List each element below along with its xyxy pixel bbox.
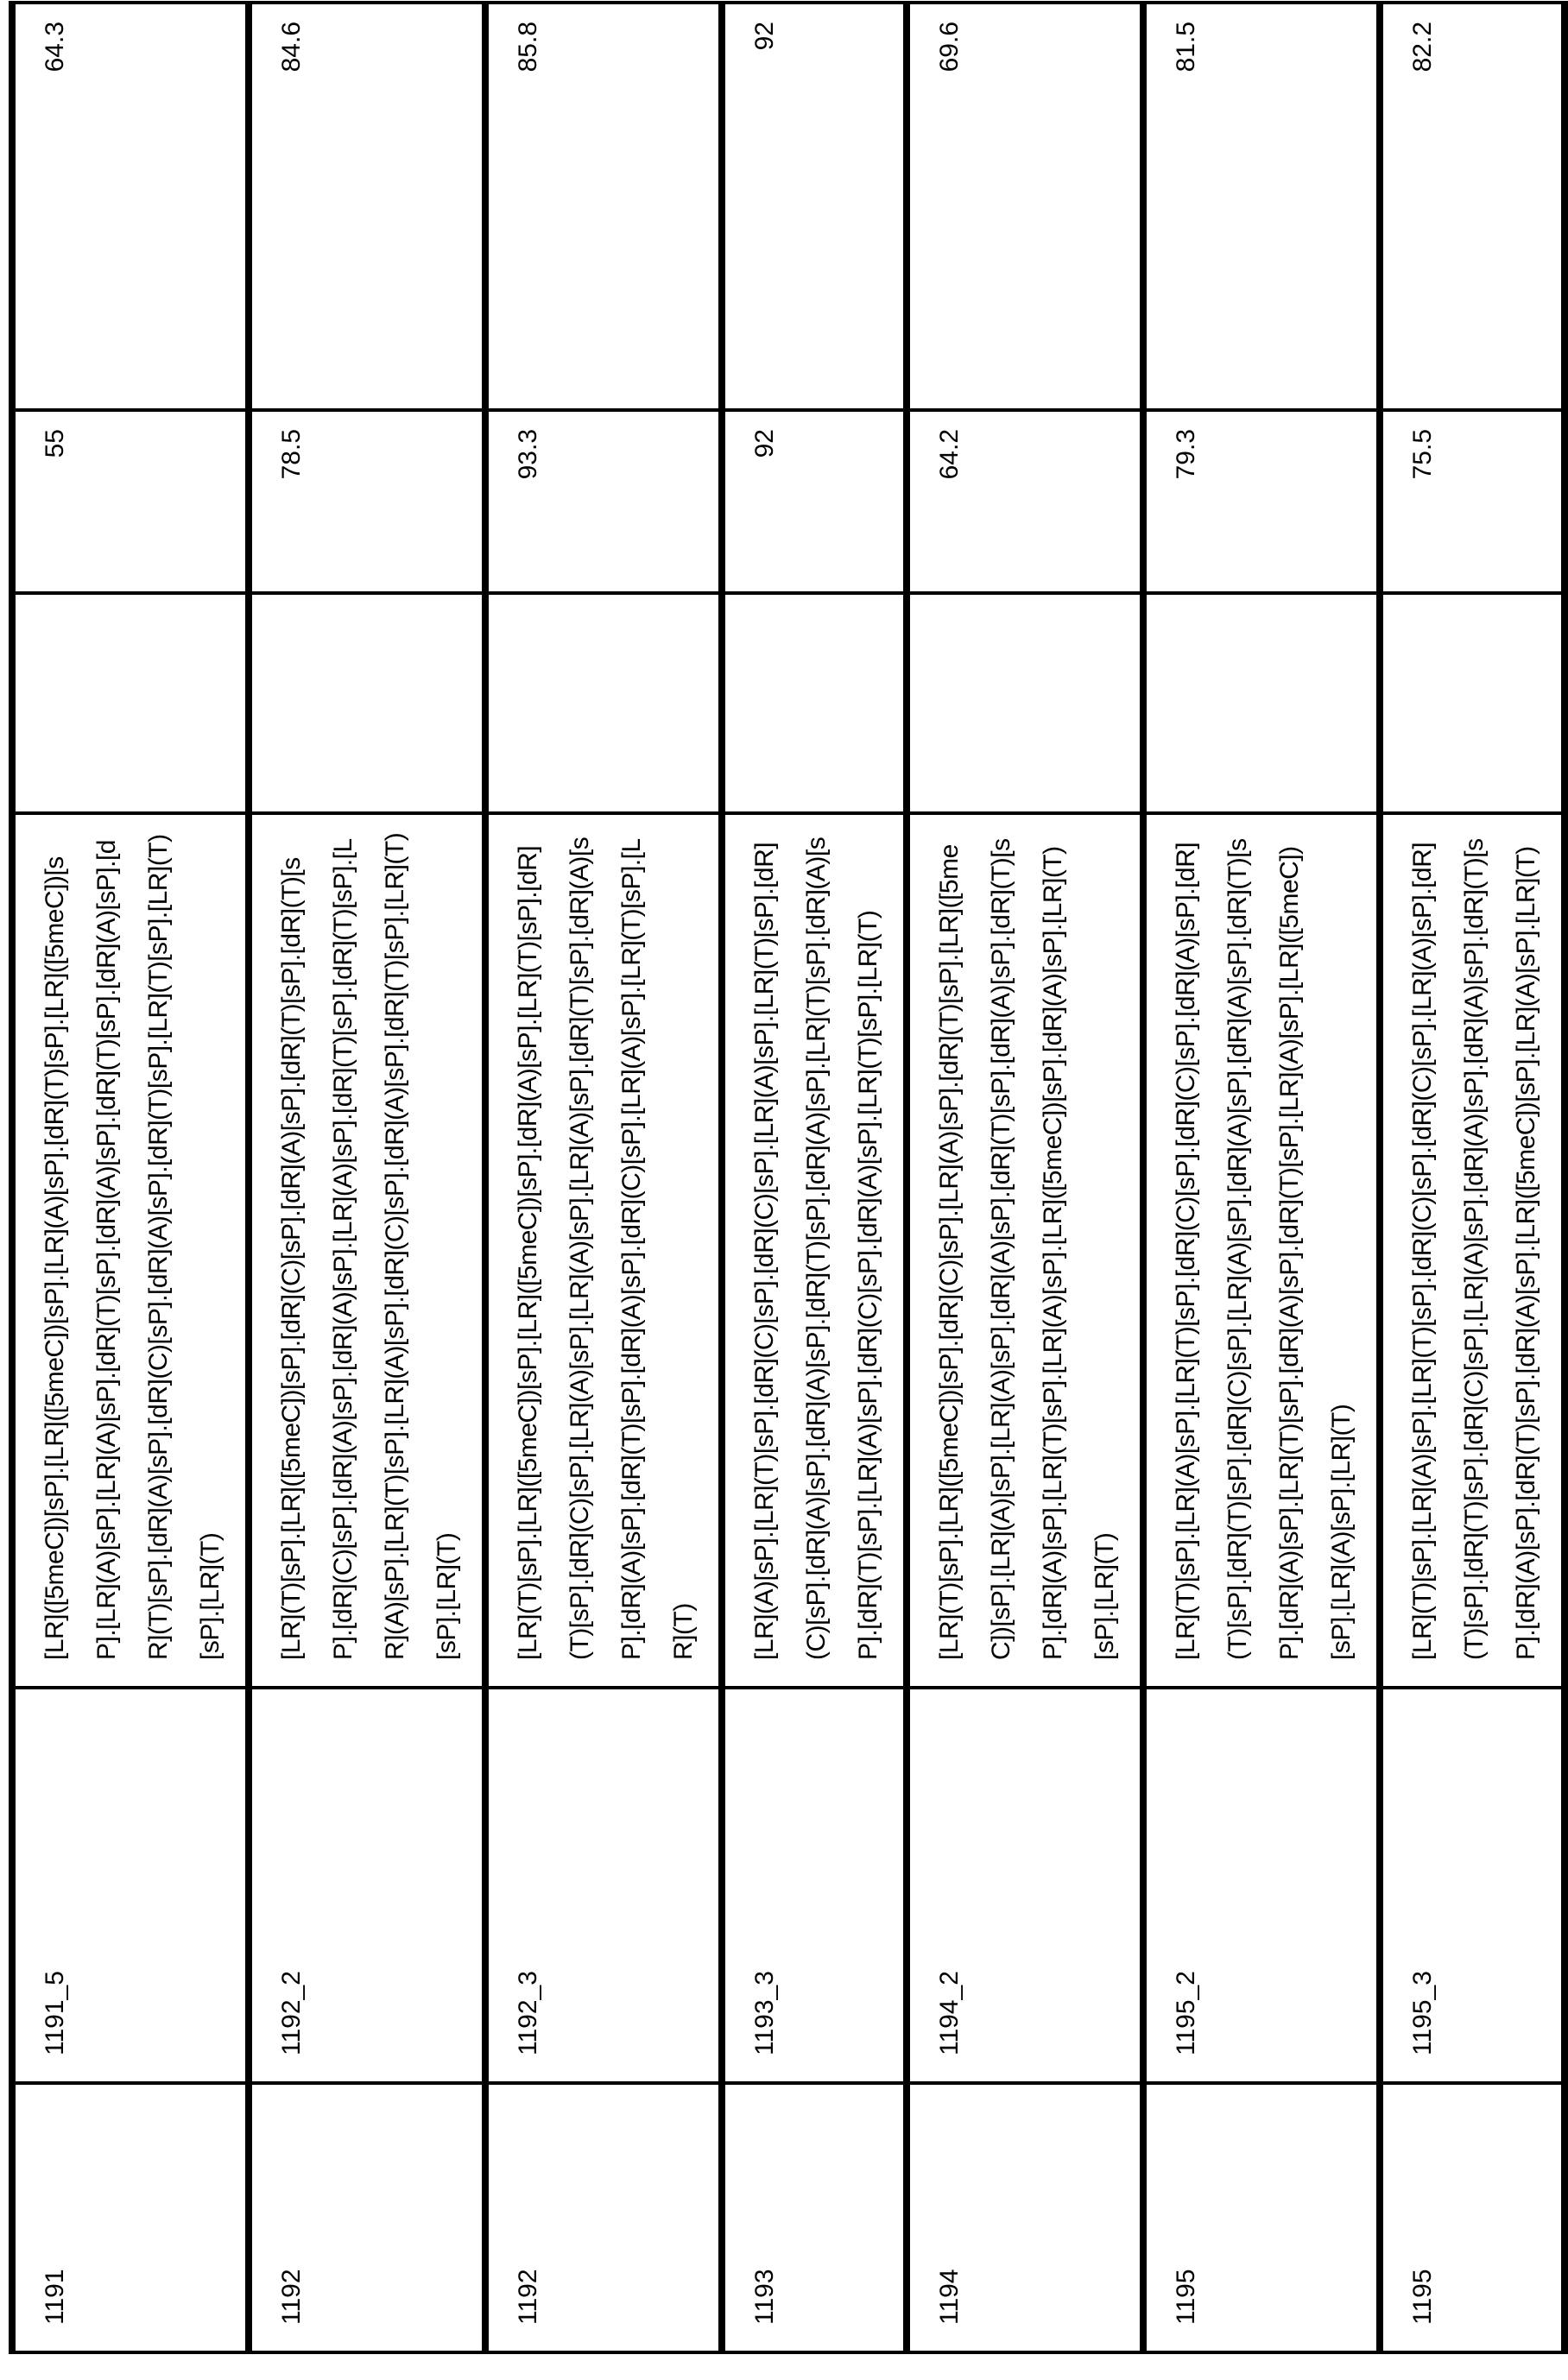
- empty-cell: [485, 593, 722, 813]
- variant-id-cell: 1195_2: [1143, 1688, 1380, 2083]
- sequence-cell: [LR](T)[sP].[LR]([5meC])[sP].[dR](C)[sP].[dR](A)[sP].[dR](T)[sP].[dR](T)[sP].[dR](C)[sP].[dR](A)[sP].[dR](A)[sP].[LR](A)[sP].[dR](T)[sP].[dR](T)[sP].[LR](A)[sP].[LR](T)[sP].[LR](A)[sP].[dR](C)[sP].[dR](A)[sP].[dR](T)[sP].[LR](T)[sP].[LR](T): [249, 813, 485, 1688]
- value2-cell: 84.6: [249, 3, 485, 410]
- value2-cell: 85.8: [485, 3, 722, 410]
- oligonucleotide-table: [9, 1, 1568, 2354]
- value1-cell: 93.3: [485, 410, 722, 593]
- value2-cell: 82.2: [1380, 3, 1565, 410]
- value1-cell: 78.5: [249, 410, 485, 593]
- value1-cell: 92: [722, 410, 907, 593]
- empty-cell: [249, 593, 485, 813]
- empty-cell: [12, 593, 249, 813]
- variant-id-cell: 1194_2: [907, 1688, 1143, 2083]
- value2-cell: 69.6: [907, 3, 1143, 410]
- table-row: [1143, 3, 1380, 2352]
- sequence-cell: [LR]([5meC])[sP].[LR]([5meC])[sP].[LR](A)[sP].[dR](T)[sP].[LR]([5meC])[sP].[LR](A)[sP].[LR](A)[sP].[dR](T)[sP].[dR](A)[sP].[dR](T)[sP].[dR](A)[sP].[dR](T)[sP].[dR](A)[sP].[dR](C)[sP].[dR](A)[sP].[dR](T)[sP].[LR](T)[sP].[LR](T)[sP].[LR](T): [12, 813, 249, 1688]
- value1-cell: 75.5: [1380, 410, 1565, 593]
- sequence-cell: [LR](T)[sP].[LR]([5meC])[sP].[dR](C)[sP].[LR](A)[sP].[dR](T)[sP].[LR]([5meC])[sP].[LR](A)[sP].[LR](A)[sP].[dR](A)[sP].[dR](T)[sP].[dR](A)[sP].[dR](T)[sP].[dR](A)[sP].[LR](T)[sP].[LR](A)[sP].[LR]([5meC])[sP].[dR](A)[sP].[LR](T)[sP].[LR](T): [907, 813, 1143, 1688]
- variant-id-cell: 1193_3: [722, 1688, 907, 2083]
- value1-cell: 55: [12, 410, 249, 593]
- sequence-cell: [LR](T)[sP].[LR](A)[sP].[LR](T)[sP].[dR](C)[sP].[dR](C)[sP].[LR](A)[sP].[dR](T)[sP].[dR](T)[sP].[dR](C)[sP].[LR](A)[sP].[dR](A)[sP].[dR](A)[sP].[dR](T)[sP].[dR](A)[sP].[dR](T)[sP].[dR](A)[sP].[LR]([5meC])[sP].[LR](A)[sP].[LR](T): [1380, 813, 1565, 1688]
- compound-id-cell: 1193: [722, 2083, 907, 2352]
- compound-id-cell: 1195: [1380, 2083, 1565, 2352]
- sequence-cell: [LR](T)[sP].[LR](A)[sP].[LR](T)[sP].[dR](C)[sP].[dR](C)[sP].[dR](A)[sP].[dR](T)[sP].[dR](T)[sP].[dR](C)[sP].[LR](A)[sP].[dR](A)[sP].[dR](A)[sP].[dR](T)[sP].[dR](A)[sP].[LR](T)[sP].[dR](A)[sP].[dR](T)[sP].[LR](A)[sP].[LR]([5meC])[sP].[LR](A)[sP].[LR](T): [1143, 813, 1380, 1688]
- variant-id-cell: 1191_5: [12, 1688, 249, 2083]
- table-row: [485, 3, 722, 2352]
- variant-id-cell: 1195_3: [1380, 1688, 1565, 2083]
- table-row: [907, 3, 1143, 2352]
- compound-id-cell: 1192: [249, 2083, 485, 2352]
- table-row: [1380, 3, 1565, 2352]
- value1-cell: 79.3: [1143, 410, 1380, 593]
- compound-id-cell: 1192: [485, 2083, 722, 2352]
- empty-cell: [1380, 593, 1565, 813]
- table-row: [12, 3, 249, 2352]
- sequence-cell: [LR](A)[sP].[LR](T)[sP].[dR](C)[sP].[dR](C)[sP].[LR](A)[sP].[LR](T)[sP].[dR](C)[sP].[dR](A)[sP].[dR](A)[sP].[dR](T)[sP].[dR](A)[sP].[LR](T)[sP].[dR](A)[sP].[dR](T)[sP].[LR](A)[sP].[dR](C)[sP].[dR](A)[sP].[LR](T)[sP].[LR](T): [722, 813, 907, 1688]
- value2-cell: 81.5: [1143, 3, 1380, 410]
- table-row: [249, 3, 485, 2352]
- empty-cell: [722, 593, 907, 813]
- compound-id-cell: 1194: [907, 2083, 1143, 2352]
- value2-cell: 92: [722, 3, 907, 410]
- variant-id-cell: 1192_2: [249, 1688, 485, 2083]
- sequence-cell: [LR](T)[sP].[LR]([5meC])[sP].[LR]([5meC])[sP].[dR](A)[sP].[LR](T)[sP].[dR](T)[sP].[dR](C)[sP].[LR](A)[sP].[LR](A)[sP].[LR](A)[sP].[dR](T)[sP].[dR](A)[sP].[dR](A)[sP].[dR](T)[sP].[dR](A)[sP].[dR](C)[sP].[LR](A)[sP].[LR](T)[sP].[LR](T): [485, 813, 722, 1688]
- value1-cell: 64.2: [907, 410, 1143, 593]
- compound-id-cell: 1191: [12, 2083, 249, 2352]
- variant-id-cell: 1192_3: [485, 1688, 722, 2083]
- compound-id-cell: 1195: [1143, 2083, 1380, 2352]
- empty-cell: [1143, 593, 1380, 813]
- table-row: [722, 3, 907, 2352]
- empty-cell: [907, 593, 1143, 813]
- value2-cell: 64.3: [12, 3, 249, 410]
